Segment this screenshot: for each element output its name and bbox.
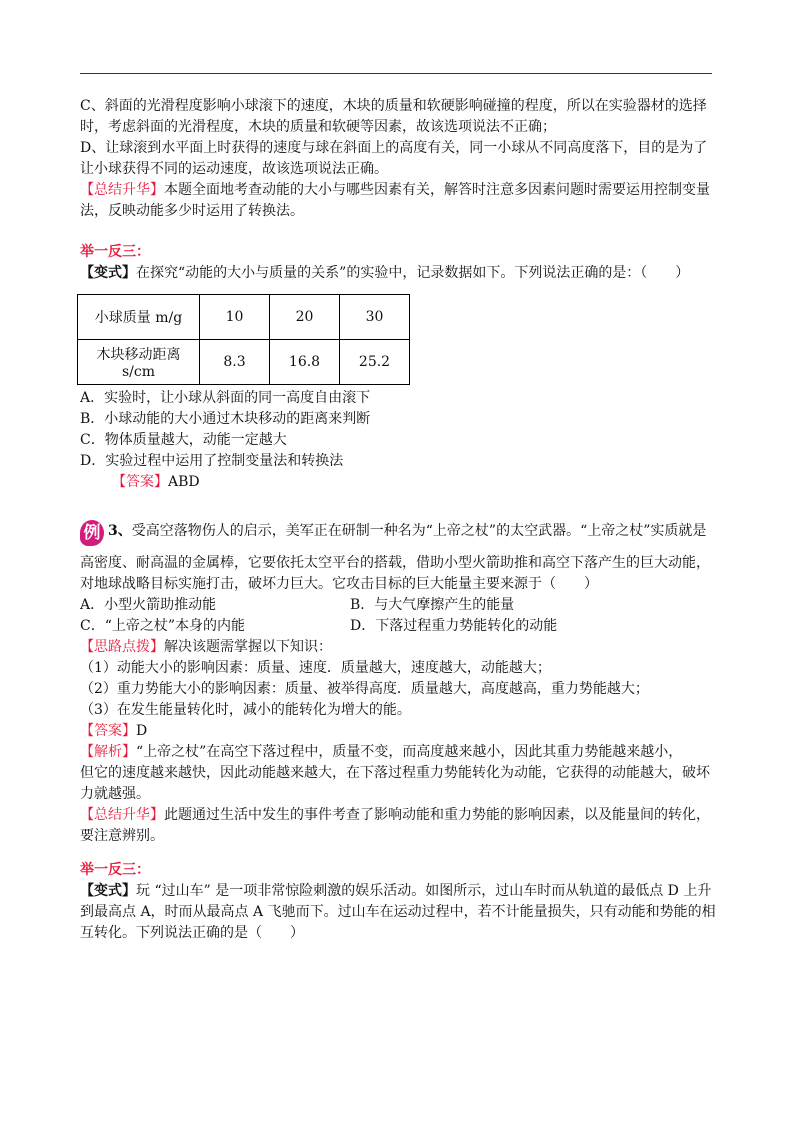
thinking-line: [80, 637, 712, 658]
answer-line: [80, 721, 712, 742]
example-question-text: 受高空落物伤人的启示，美军正在研制一种名为“上帝之杖”的太空武器。“上帝之杖”实质就是: [131, 523, 707, 539]
thinking-text: 解决该题需掌握以下知识：: [164, 639, 332, 655]
summary-text: 此题通过生活中发生的事件考查了影响动能和重力势能的影响因素，以及能量间的转化，: [164, 807, 710, 823]
variant-question-text: 玩 “过山车” 是一项非常惊险刺激的娱乐活动。如图所示，过山车时而从轨道的最低点 D 上升: [136, 883, 712, 899]
table-cell: 小球质量 m/g: [78, 295, 200, 340]
table-cell: 30: [340, 295, 410, 340]
analysis-text-cont: 力就越强。: [80, 786, 150, 802]
answer-text: ABD: [168, 474, 200, 490]
practice-1-heading-block: [80, 242, 712, 284]
variant-question-text: 在探究“动能的大小与质量的关系”的实验中，记录数据如下。下列说法正确的是：（ ）: [136, 265, 690, 281]
analysis-text-cont: 但它的速度越来越快，因此动能越来越大，在下落过程重力势能转化为动能，它获得的动能越大，破坏: [80, 765, 710, 781]
option-d-text: D、让球滚到水平面上时获得的速度与球在斜面上的高度有关，同一小球从不同高度落下，目的是为了: [80, 140, 708, 156]
variant-question-cont: 到最高点 A，时而从最高点 A 飞驰而下。过山车在运动过程中，若不计能量损失，只有动能和势能的相: [80, 904, 716, 920]
option-a: A．实验时，让小球从斜面的同一高度自由滚下: [80, 390, 371, 406]
answer-tag: 【答案】: [80, 723, 136, 739]
point-1: （1）动能大小的影响因素：质量、速度．质量越大，速度越大，动能越大；: [80, 660, 551, 676]
option-d: D．实验过程中运用了控制变量法和转换法: [80, 453, 344, 469]
table-cell: 木块移动距离 s/cm: [78, 340, 200, 385]
variant-question: [80, 881, 712, 902]
example-badge-icon: 例: [80, 520, 104, 546]
table-cell: 20: [270, 295, 340, 340]
prev-solution-block: [80, 96, 712, 222]
option-c: C．“上帝之杖”本身的内能: [80, 618, 246, 634]
option-c: C．物体质量越大，动能一定越大: [80, 432, 287, 448]
variant-question-cont: 互转化。下列说法正确的是（ ）: [80, 925, 304, 941]
example-question-cont: 对地球战略目标实施打击，破坏力巨大。它攻击目标的巨大能量主要来源于（ ）: [80, 576, 598, 592]
table-row: [78, 295, 410, 340]
table-cell: 8.3: [200, 340, 270, 385]
summary-line: [80, 180, 712, 201]
table-cell: 10: [200, 295, 270, 340]
example-question-line: [80, 520, 712, 546]
variant-question: [80, 263, 712, 284]
options-row-cd: [80, 616, 712, 637]
answer-tag: 【答案】: [112, 474, 168, 490]
practice-heading: 举一反三：: [80, 244, 150, 260]
practice-1-options: [80, 388, 712, 493]
summary-text-cont: 法，反映动能多少时运用了转换法。: [80, 203, 304, 219]
point-2: （2）重力势能大小的影响因素：质量、被举得高度．质量越大，高度越高，重力势能越大；: [80, 681, 649, 697]
option-b: B．小球动能的大小通过木块移动的距离来判断: [80, 411, 371, 427]
summary-tag: 【总结升华】: [80, 807, 164, 823]
variant-tag: 【变式】: [80, 883, 136, 899]
thinking-tag: 【思路点拨】: [80, 639, 164, 655]
table-cell: 25.2: [340, 340, 410, 385]
option-b: B．与大气摩擦产生的能量: [350, 597, 515, 613]
analysis-line: [80, 742, 712, 763]
point-3: （3）在发生能量转化时，减小的能转化为增大的能。: [80, 702, 411, 718]
variant-tag: 【变式】: [80, 265, 136, 281]
options-row-ab: [80, 595, 712, 616]
example-question-cont: 高密度、耐高温的金属棒，它要依托太空平台的搭载，借助小型火箭助推和高空下落产生的巨大动能，: [80, 555, 710, 571]
answer-line: [80, 472, 712, 493]
answer-text: D: [136, 723, 148, 739]
analysis-tag: 【解析】: [80, 744, 136, 760]
example-number: 3、: [108, 523, 132, 539]
data-table: [77, 294, 410, 385]
summary-tag: 【总结升华】: [80, 182, 164, 198]
summary-line: [80, 805, 712, 826]
practice-heading: 举一反三：: [80, 862, 150, 878]
practice-2-block: [80, 860, 716, 944]
example-3-body: [80, 553, 712, 847]
table-row: [78, 340, 410, 385]
option-d-text-cont: 让小球获得不同的运动速度，故该选项说法正确。: [80, 161, 388, 177]
option-c-text: C、斜面的光滑程度影响小球滚下的速度，木块的质量和软硬影响碰撞的程度，所以在实验器材的选择: [80, 98, 707, 114]
option-a: A．小型火箭助推动能: [80, 597, 217, 613]
option-c-text-cont: 时，考虑斜面的光滑程度，木块的质量和软硬等因素，故该选项说法不正确；: [80, 119, 556, 135]
analysis-text: “上帝之杖”在高空下落过程中，质量不变，而高度越来越小，因此其重力势能越来越小，: [136, 744, 683, 760]
option-d: D．下落过程重力势能转化的动能: [350, 618, 558, 634]
example-3-block: [80, 520, 712, 546]
table-cell: 16.8: [270, 340, 340, 385]
summary-text: 本题全面地考查动能的大小与哪些因素有关，解答时注意多因素问题时需要运用控制变量: [164, 182, 710, 198]
header-rule: [80, 73, 712, 74]
summary-text-cont: 要注意辨别。: [80, 828, 164, 844]
